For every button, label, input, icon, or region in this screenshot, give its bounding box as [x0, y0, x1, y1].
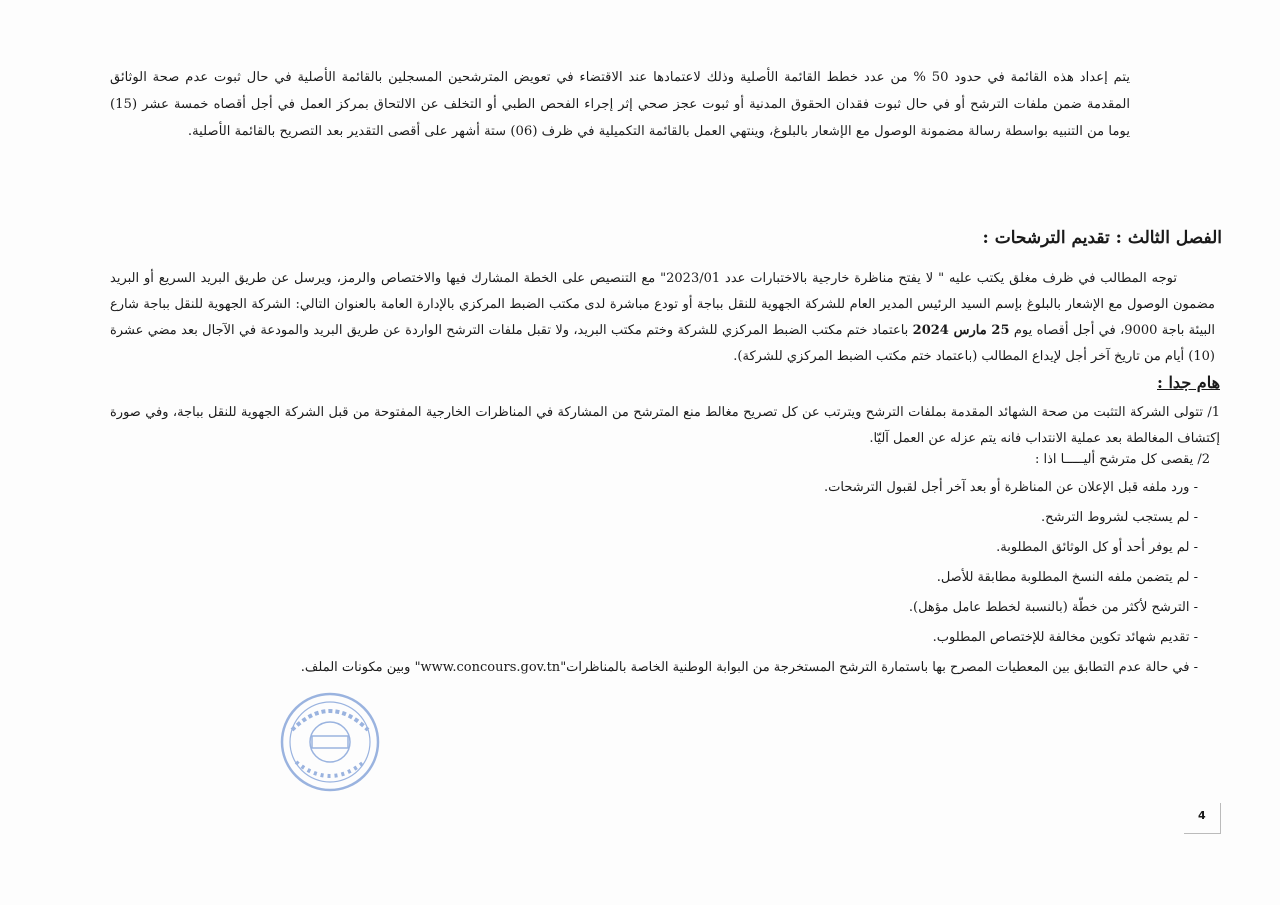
- list-item: - تقديم شهائد تكوين مخالفة للإختصاص المطلوب.: [932, 630, 1198, 645]
- page-number-box: [1184, 803, 1221, 834]
- list-item: - لم يتضمن ملفه النسخ المطلوبة مطابقة للأصل.: [936, 570, 1198, 585]
- chapter-three-heading: الفصل الثالث : تقديم الترشحات :: [982, 228, 1222, 248]
- exclusion-list: [198, 476, 1198, 686]
- important-heading: هام جدا :: [1157, 373, 1220, 392]
- exclusion-subheading: 2/ يقصى كل مترشح أليـــــا اذا :: [1034, 452, 1210, 467]
- applications-paragraph: [110, 266, 1215, 370]
- official-stamp-icon: [278, 690, 383, 795]
- list-item: - الترشح لأكثر من خطّة (بالنسبة لخطط عامل مؤهل).: [908, 600, 1198, 615]
- page-number: 4: [1198, 809, 1206, 822]
- list-item: - في حالة عدم التطابق بين المعطيات المصرح بها باستمارة الترشح المستخرجة من البوابة الوطنية الخاصة بالمناظرات"www.concours.gov.tn" وبين مكونات الملف.: [300, 660, 1198, 675]
- applications-text-part1: توجه المطالب في ظرف مغلق يكتب عليه " لا يفتح مناظرة خارجية بالاختبارات عدد 2023/01" مع التنصيص على الخطة المشارك فيها والاختصاص والرمز، ويرسل عن طريق البريد السريع أو البريد مضمون الوصول مع الإشعار بالبلوغ بإسم السيد الرئيس المدير العام للشركة الجهوية للنقل بباجة أو تودع مباشرة لدى مكتب الضبط المركزي بالإدارة العامة بالعنوان التالي: الشركة الجهوية للنقل بباجة شارع البيئة باجة 9000، في أجل أقصاه يوم: [110, 271, 1215, 338]
- deadline-date: 25 مارس 2024: [912, 323, 1010, 338]
- supplementary-list-paragraph: يتم إعداد هذه القائمة في حدود 50 % من عدد خطط القائمة الأصلية وذلك لاعتمادها عند الاقتضاء في تعويض المترشحين المسجلين بالقائمة الأصلية في حال ثبوت عدم صحة الوثائق المقدمة ضمن ملفات الترشح أو في حال ثبوت فقدان الحقوق المدنية أو ثبوت عجز صحي إثر إجراء الفحص الطبي أو التخلف عن الالتحاق بمركز العمل في أجل أقصاه خمسة عشر (15) يوما من التنبيه بواسطة رسالة مضمونة الوصول مع الإشعار بالبلوغ، وينتهي العمل بالقائمة التكميلية في ظرف (06) ستة أشهر على أقصى التقدير بعد التصريح بالقائمة الأصلية.: [110, 70, 1131, 139]
- applications-text-part2: باعتماد ختم مكتب الضبط المركزي للشركة وختم مكتب البريد، ولا تقبل ملفات الترشح الواردة عن طريق البريد والمودعة في الآجال بعد مضي عشرة (10) أيام من تاريخ آخر أجل لإيداع المطالب (باعتماد ختم مكتب الضبط المركزي للشركة).: [110, 323, 1215, 364]
- list-item: - لم يستجب لشروط الترشح.: [1041, 510, 1198, 525]
- list-item: - ورد ملفه قبل الإعلان عن المناظرة أو بعد آخر أجل لقبول الترشحات.: [824, 480, 1198, 495]
- list-item: - لم يوفر أحد أو كل الوثائق المطلوبة.: [996, 540, 1198, 555]
- verification-paragraph: 1/ تتولى الشركة التثبت من صحة الشهائد المقدمة بملفات الترشح ويترتب عن كل تصريح مغالط منع المترشح من المشاركة في المناظرات الخارجية المفتوحة من قبل الشركة الجهوية للنقل بباجة، وفي صورة إكتشاف المغالطة بعد عملية الانتداب فانه يتم عزله عن العمل آليّا.: [110, 405, 1220, 446]
